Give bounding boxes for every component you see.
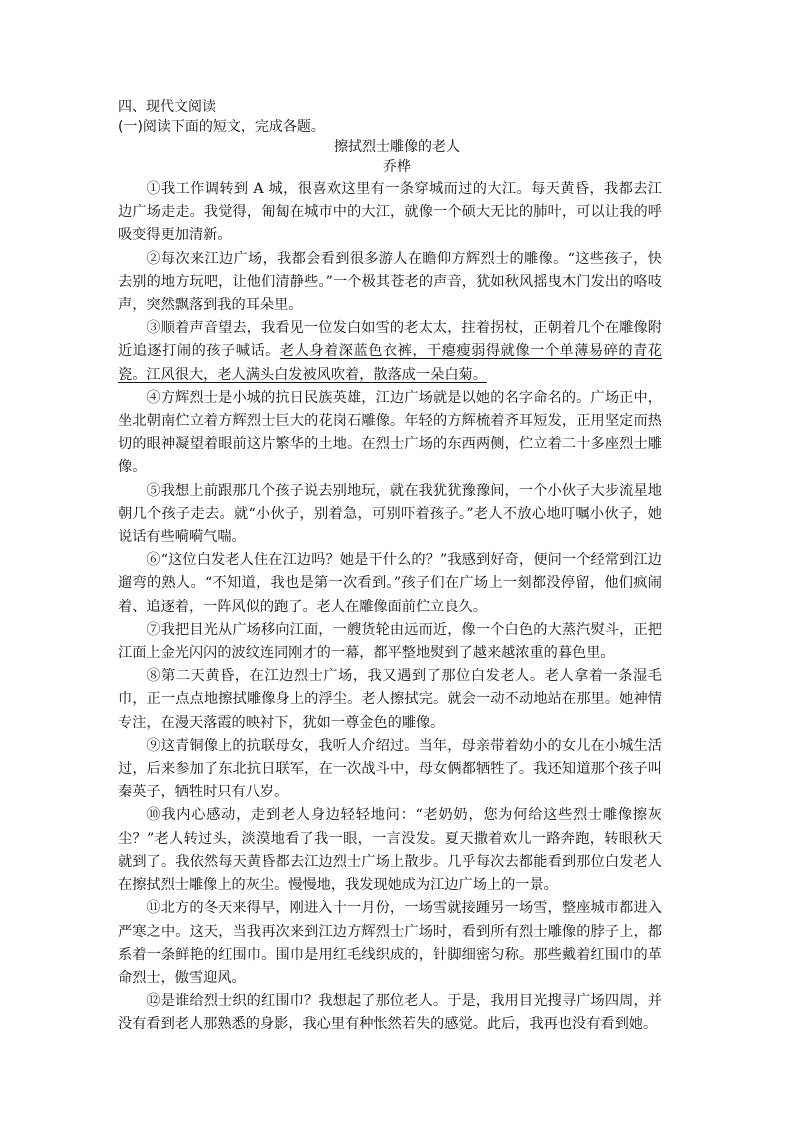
paragraph-text: ⑥“这位白发老人住在江边吗？她是干什么的？”我感到好奇，便问一个经常到江边遛弯的熟人。“不知道，我也是第一次看到。”孩子们在广场上一刻都没停留，他们疯闹着、追逐着，一阵风似的跑了。老人在雕像面前伫立良久。 — [118, 552, 662, 615]
paragraph-11 — [118, 897, 662, 990]
reading-instruction: (一)阅读下面的短文，完成各题。 — [118, 119, 325, 135]
article-title: 擦拭烈士雕像的老人 — [334, 139, 460, 155]
paragraph-4 — [118, 387, 662, 480]
paragraph-text: ②每次来江边广场，我都会看到很多游人在瞻仰方辉烈士的雕像。“这些孩子，快去别的地方玩吧，让他们清静些。”一个极其苍老的声音，犹如秋风摇曳木门发出的咯吱声，突然飘落到我的耳朵里。 — [118, 250, 662, 314]
paragraph-text: ④方辉烈士是小城的抗日民族英雄，江边广场就是以她的名字命名的。广场正中，坐北朝南伫立着方辉烈士巨大的花岗石雕像。年轻的方辉梳着齐耳短发，正用坚定而热切的眼神凝望着眼前这片繁华的土地。在烈士广场的东西两侧，伫立着二十多座烈士雕像。 — [118, 389, 662, 476]
paragraph-9 — [118, 735, 662, 805]
paragraph-3 — [118, 317, 662, 387]
paragraph-5 — [118, 480, 662, 550]
paragraph-text: ⑩我内心感动，走到老人身边轻轻地问：“老奶奶，您为何给这些烈士雕像擦灰尘？”老人转过头，淡漠地看了我一眼，一言没发。夏天撒着欢儿一路奔跑，转眼秋天就到了。我依然每天黄昏都去江边烈士广场上散步。几乎每次去都能看到那位白发老人在擦拭烈士雕像上的灰尘。慢慢地，我发现她成为江边广场上的一景。 — [118, 807, 662, 894]
article-author: 乔桦 — [383, 159, 411, 175]
paragraph-text: ③顺着声音望去，我看见一位发白如雪的老太太，拄着拐杖，正朝着几个在雕像附近追逐打闹的孩子喊话。 — [118, 320, 662, 360]
paragraph-2 — [118, 248, 662, 318]
paragraph-10 — [118, 804, 662, 897]
paragraph-text: ⑨这青铜像上的抗联母女，我听人介绍过。当年，母亲带着幼小的女儿在小城生活过，后来参加了东北抗日联军，在一次战斗中，母女俩都牺牲了。我还知道那个孩子叫秦英子，牺牲时只有八岁。 — [118, 737, 662, 801]
paragraph-text: ①我工作调转到 A 城，很喜欢这里有一条穿城而过的大江。每天黄昏，我都去江边广场走走。我觉得，匍匐在城市中的大江，就像一个硕大无比的肺叶，可以让我的呼吸变得更加清新。 — [118, 181, 662, 244]
paragraph-8 — [118, 665, 662, 735]
paragraph-text: ⑤我想上前跟那几个孩子说去别地玩，就在我犹犹豫豫间，一个小伙子大步流星地朝几个孩子走去。就“小伙子，别着急，可别吓着孩子。”老人不放心地叮嘱小伙子，她说话有些嗬嗬气喘。 — [118, 482, 662, 546]
paragraph-text: ⑪北方的冬天来得早，刚进入十一月份，一场雪就接踵另一场雪，整座城市都进入严寒之中。这天，当我再次来到江边方辉烈士广场时，看到所有烈士雕像的脖子上，都系着一条鲜艳的红围巾。围巾是用红毛线织成的，针脚细密匀称。那些戴着红围巾的革命烈士，傲雪迎风。 — [118, 900, 662, 986]
article-body — [118, 178, 662, 1037]
paragraph-text: ⑫是谁给烈士织的红围巾？我想起了那位老人。于是，我用目光搜寻广场四周，并没有看到老人那熟悉的身影，我心里有种怅然若失的感觉。此后，我再也没有看到她。 — [118, 993, 662, 1033]
paragraph-12 — [118, 990, 662, 1036]
paragraph-6 — [118, 549, 662, 619]
paragraph-text: ⑧第二天黄昏，在江边烈士广场，我又遇到了那位白发老人。老人拿着一条湿毛巾，正一点点地擦拭雕像身上的浮尘。老人擦拭完。就会一动不动地站在那里。她神情专注，在漫天落霞的映衬下，犹如一尊金色的雕像。 — [118, 668, 662, 731]
section-heading: 四、现代文阅读 — [118, 99, 216, 115]
paragraph-text: ⑦我把目光从广场移向江面，一艘货轮由远而近，像一个白色的大蒸汽熨斗，正把江面上金光闪闪的波纹连同刚才的一幕，都平整地熨到了越来越浓重的暮色里。 — [118, 621, 662, 662]
underlined-sentence: 老人身着深蓝色衣裤，干瘪瘦弱得就像一个单薄易碎的青花瓷。江风很大，老人满头白发被风吹着，散落成一朵白菊。 — [118, 343, 662, 383]
paragraph-7 — [118, 619, 662, 665]
paragraph-1 — [118, 178, 662, 248]
